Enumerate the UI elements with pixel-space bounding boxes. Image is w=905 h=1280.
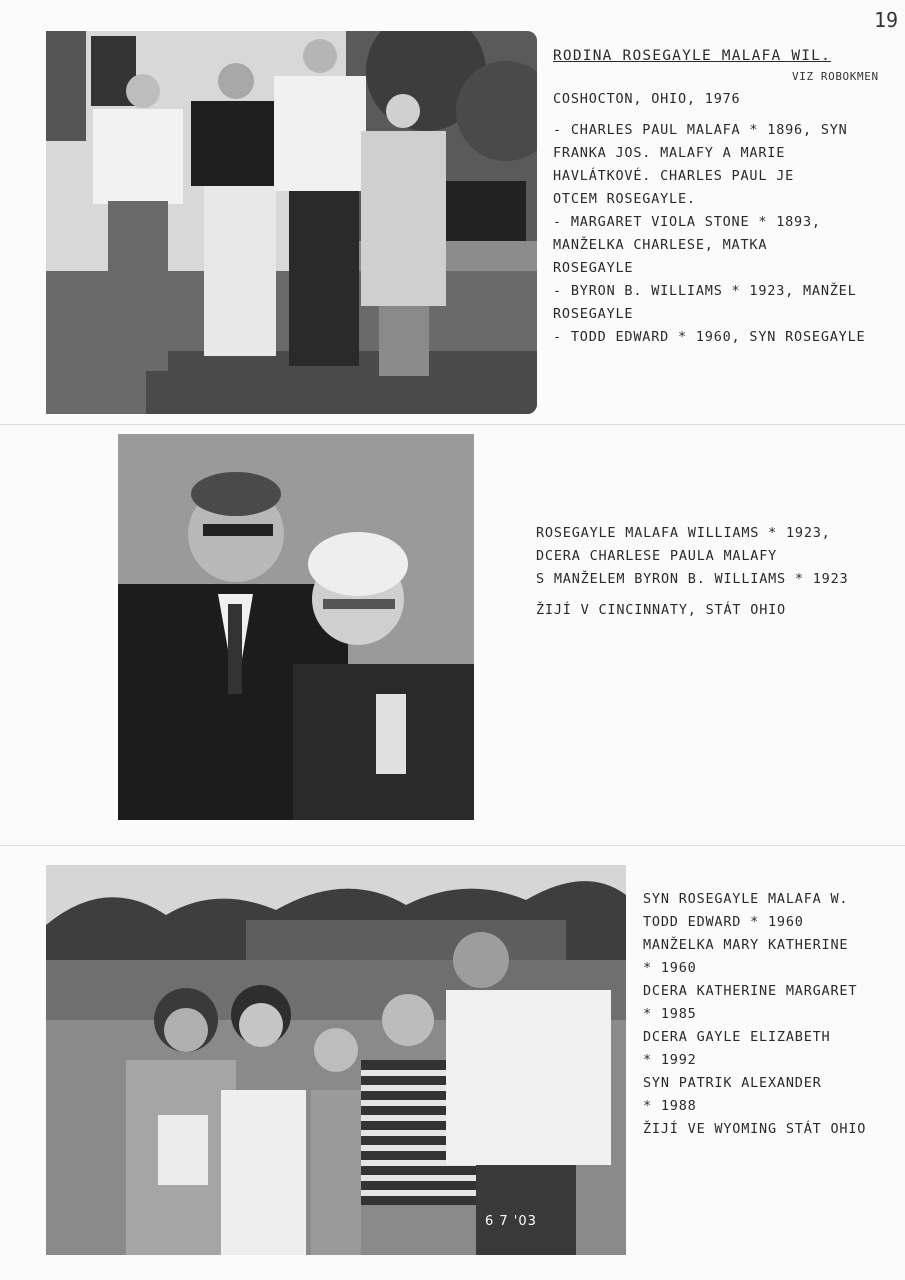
caption-line: - TODD EDWARD * 1960, SYN ROSEGAYLE <box>553 329 866 345</box>
caption-line: SYN PATRIK ALEXANDER <box>643 1075 822 1091</box>
fold-line <box>0 424 905 425</box>
caption-couple-portrait <box>536 522 886 622</box>
caption-line: - BYRON B. WILLIAMS * 1923, MANŽEL <box>553 283 857 299</box>
cross-reference-note: VIZ ROBOKMEN <box>792 70 879 83</box>
family-title: RODINA ROSEGAYLE MALAFA WIL. <box>553 48 832 64</box>
caption-line: DCERA CHARLESE PAULA MALAFY <box>536 548 778 564</box>
caption-graduation-photo <box>643 888 898 1141</box>
caption-line: * 1988 <box>643 1098 697 1114</box>
caption-line: * 1992 <box>643 1052 697 1068</box>
caption-line: ROSEGAYLE <box>553 260 634 276</box>
caption-line: * 1960 <box>643 960 697 976</box>
caption-line: ŽIJÍ V CINCINNATY, STÁT OHIO <box>536 602 786 618</box>
graduation-family-photo <box>46 865 626 1255</box>
family-photo-1976 <box>46 31 537 414</box>
caption-line: - CHARLES PAUL MALAFA * 1896, SYN <box>553 122 848 138</box>
caption-line: FRANKA JOS. MALAFY A MARIE <box>553 145 786 161</box>
caption-line: S MANŽELEM BYRON B. WILLIAMS * 1923 <box>536 571 849 587</box>
caption-line: COSHOCTON, OHIO, 1976 <box>553 91 741 107</box>
caption-line: ROSEGAYLE MALAFA WILLIAMS * 1923, <box>536 525 831 541</box>
caption-line: SYN ROSEGAYLE MALAFA W. <box>643 891 849 907</box>
caption-line: ROSEGAYLE <box>553 306 634 322</box>
caption-line: TODD EDWARD * 1960 <box>643 914 804 930</box>
caption-line: MANŽELKA CHARLESE, MATKA <box>553 237 768 253</box>
caption-1976-photo <box>553 88 893 349</box>
photo-date-stamp: 6 7 '03 <box>485 1214 537 1229</box>
page-number: 19 <box>874 8 899 32</box>
caption-line: MANŽELKA MARY KATHERINE <box>643 937 849 953</box>
couple-portrait-photo <box>118 434 474 820</box>
fold-line <box>0 845 905 846</box>
caption-line: DCERA GAYLE ELIZABETH <box>643 1029 831 1045</box>
caption-line: HAVLÁTKOVÉ. CHARLES PAUL JE <box>553 168 795 184</box>
caption-line: DCERA KATHERINE MARGARET <box>643 983 858 999</box>
caption-line: - MARGARET VIOLA STONE * 1893, <box>553 214 821 230</box>
caption-line: * 1985 <box>643 1006 697 1022</box>
caption-line: ŽIJÍ VE WYOMING STÁT OHIO <box>643 1121 867 1137</box>
caption-line: OTCEM ROSEGAYLE. <box>553 191 696 207</box>
